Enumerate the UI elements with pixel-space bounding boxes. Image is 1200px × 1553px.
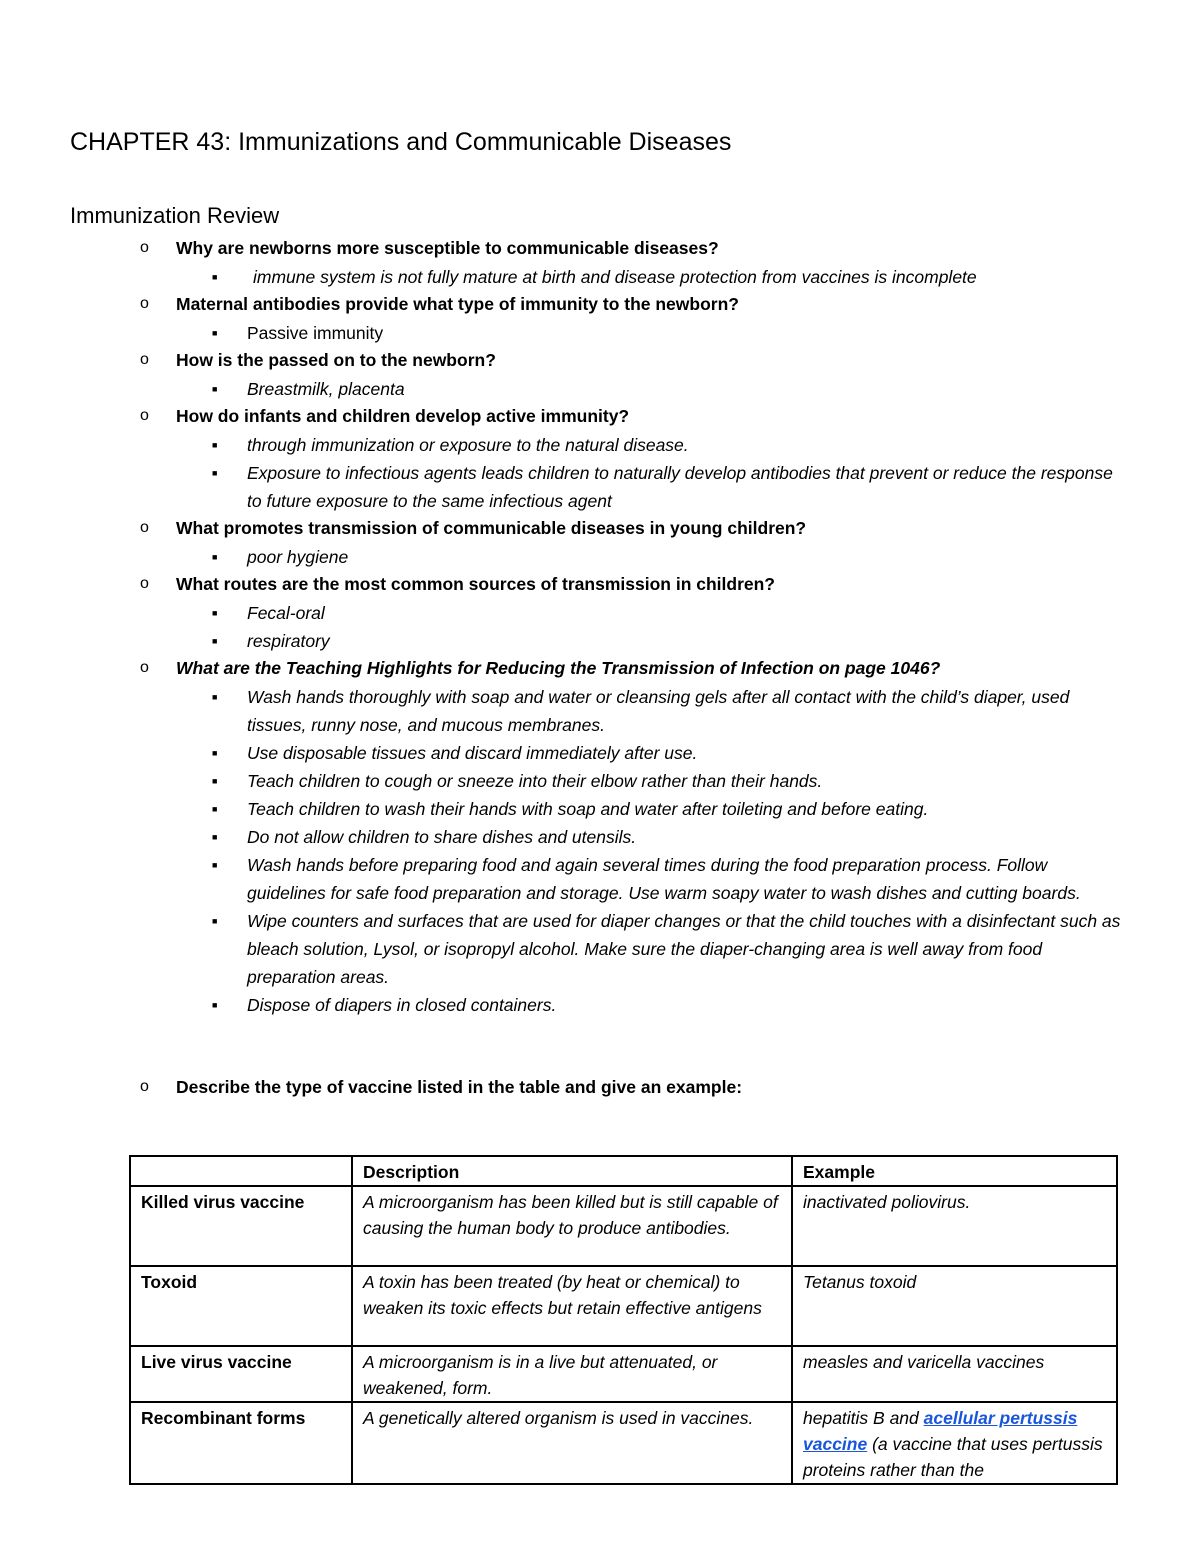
outline-bullet-icon: o	[140, 1078, 149, 1095]
square-bullet-icon: ■	[212, 608, 218, 618]
square-bullet-icon: ■	[212, 916, 218, 926]
answer-text: Do not allow children to share dishes and utensils.	[247, 827, 637, 847]
outline-bullet-icon: o	[140, 519, 149, 536]
answer-item	[0, 263, 1200, 291]
vaccine-example	[792, 1402, 1117, 1484]
spacer	[0, 1019, 1200, 1074]
table-header-row	[130, 1156, 1117, 1186]
table-header-description: Description	[352, 1156, 792, 1186]
answer-item	[0, 627, 1200, 655]
vaccine-description: A genetically altered organism is used in vaccines.	[352, 1402, 792, 1484]
review-outline	[0, 235, 1200, 1102]
square-bullet-icon: ■	[212, 552, 218, 562]
review-question	[0, 655, 1200, 683]
answer-text: Teach children to wash their hands with soap and water after toileting and before eating.	[247, 799, 929, 819]
table-header-example: Example	[792, 1156, 1117, 1186]
answer-item	[0, 767, 1200, 795]
section-heading: Immunization Review	[70, 203, 280, 228]
answer-item	[0, 991, 1200, 1019]
square-bullet-icon: ■	[212, 776, 218, 786]
outline-bullet-icon: o	[140, 239, 149, 256]
answer-text: Wipe counters and surfaces that are used for diaper changes or that the child touches with a disinfectant such as bleach solution, Lysol, or isopropyl alcohol. Make sure the diaper-changing area is well away from food preparation areas.	[247, 911, 1121, 987]
answer-text: Dispose of diapers in closed containers.	[247, 995, 557, 1015]
vaccine-type: Live virus vaccine	[130, 1346, 352, 1402]
outline-bullet-icon: o	[140, 407, 149, 424]
question-text: What promotes transmission of communicable diseases in young children?	[176, 518, 807, 538]
review-question	[0, 515, 1200, 543]
outline-bullet-icon: o	[140, 351, 149, 368]
square-bullet-icon: ■	[212, 1000, 218, 1010]
answer-text: Wash hands before preparing food and again several times during the food preparation process. Follow guidelines for safe food preparation and storage. Use warm soapy water to wash dishes and cutting boards.	[247, 855, 1081, 903]
example-suffix: (a vaccine that uses pertussis proteins rather than the	[803, 1434, 1103, 1480]
outline-bullet-icon: o	[140, 575, 149, 592]
vaccine-example: inactivated poliovirus.	[792, 1186, 1117, 1266]
answer-item	[0, 431, 1200, 459]
question-text: Why are newborns more susceptible to communicable diseases?	[176, 238, 719, 258]
square-bullet-icon: ■	[212, 804, 218, 814]
square-bullet-icon: ■	[212, 832, 218, 842]
answer-item	[0, 543, 1200, 571]
square-bullet-icon: ■	[212, 692, 218, 702]
answer-item	[0, 795, 1200, 823]
vaccine-description: A microorganism has been killed but is still capable of causing the human body to produce antibodies.	[352, 1186, 792, 1266]
answer-item	[0, 599, 1200, 627]
answer-text: Passive immunity	[247, 323, 384, 343]
answer-text: through immunization or exposure to the natural disease.	[247, 435, 689, 455]
vaccine-type: Killed virus vaccine	[130, 1186, 352, 1266]
table-row	[130, 1266, 1117, 1346]
square-bullet-icon: ■	[212, 636, 218, 646]
table-row	[130, 1186, 1117, 1266]
table-row	[130, 1346, 1117, 1402]
square-bullet-icon: ■	[212, 272, 218, 282]
review-question	[0, 571, 1200, 599]
outline-bullet-icon: o	[140, 295, 149, 312]
square-bullet-icon: ■	[212, 440, 218, 450]
answer-item	[0, 907, 1200, 991]
answer-text: Breastmilk, placenta	[247, 379, 405, 399]
acellular-pertussis-link[interactable]: acellular pertussis vaccine	[803, 1408, 1078, 1454]
question-text: What routes are the most common sources of transmission in children?	[176, 574, 775, 594]
review-question	[0, 291, 1200, 319]
answer-item	[0, 739, 1200, 767]
table-row	[130, 1402, 1117, 1484]
question-text: How is the passed on to the newborn?	[176, 350, 496, 370]
vaccine-description: A microorganism is in a live but attenuated, or weakened, form.	[352, 1346, 792, 1402]
answer-item	[0, 459, 1200, 515]
example-prefix: hepatitis B and	[803, 1408, 924, 1428]
chapter-title: CHAPTER 43: Immunizations and Communicable Diseases	[70, 128, 732, 156]
answer-item	[0, 823, 1200, 851]
outline-bullet-icon: o	[140, 659, 149, 676]
review-question	[0, 403, 1200, 431]
vaccine-type: Recombinant forms	[130, 1402, 352, 1484]
vaccine-example: measles and varicella vaccines	[792, 1346, 1117, 1402]
answer-item	[0, 319, 1200, 347]
question-text: Maternal antibodies provide what type of immunity to the newborn?	[176, 294, 739, 314]
answer-text: Exposure to infectious agents leads children to naturally develop antibodies that prevent or reduce the response to future exposure to the same infectious agent	[247, 463, 1113, 511]
square-bullet-icon: ■	[212, 748, 218, 758]
answer-text: Wash hands thoroughly with soap and water or cleansing gels after all contact with the child’s diaper, used tissues, runny nose, and mucous membranes.	[247, 687, 1070, 735]
table-prompt-text: Describe the type of vaccine listed in the table and give an example:	[176, 1077, 743, 1097]
vaccine-example: Tetanus toxoid	[792, 1266, 1117, 1346]
question-text: What are the Teaching Highlights for Reducing the Transmission of Infection on page 1046?	[176, 658, 941, 678]
answer-item	[0, 851, 1200, 907]
table-prompt	[0, 1074, 1200, 1102]
answer-text: poor hygiene	[247, 547, 349, 567]
answer-text: immune system is not fully mature at birth and disease protection from vaccines is incomplete	[253, 267, 977, 287]
review-question	[0, 347, 1200, 375]
vaccine-table	[129, 1155, 1118, 1485]
answer-text: Fecal-oral	[247, 603, 325, 623]
square-bullet-icon: ■	[212, 384, 218, 394]
square-bullet-icon: ■	[212, 468, 218, 478]
vaccine-description: A toxin has been treated (by heat or chemical) to weaken its toxic effects but retain effective antigens	[352, 1266, 792, 1346]
answer-text: Teach children to cough or sneeze into their elbow rather than their hands.	[247, 771, 823, 791]
question-text: How do infants and children develop active immunity?	[176, 406, 630, 426]
answer-item	[0, 683, 1200, 739]
square-bullet-icon: ■	[212, 860, 218, 870]
table-header-cell	[130, 1156, 352, 1186]
vaccine-type: Toxoid	[130, 1266, 352, 1346]
answer-item	[0, 375, 1200, 403]
answer-text: Use disposable tissues and discard immediately after use.	[247, 743, 698, 763]
answer-text: respiratory	[247, 631, 330, 651]
review-question	[0, 235, 1200, 263]
square-bullet-icon: ■	[212, 328, 218, 338]
